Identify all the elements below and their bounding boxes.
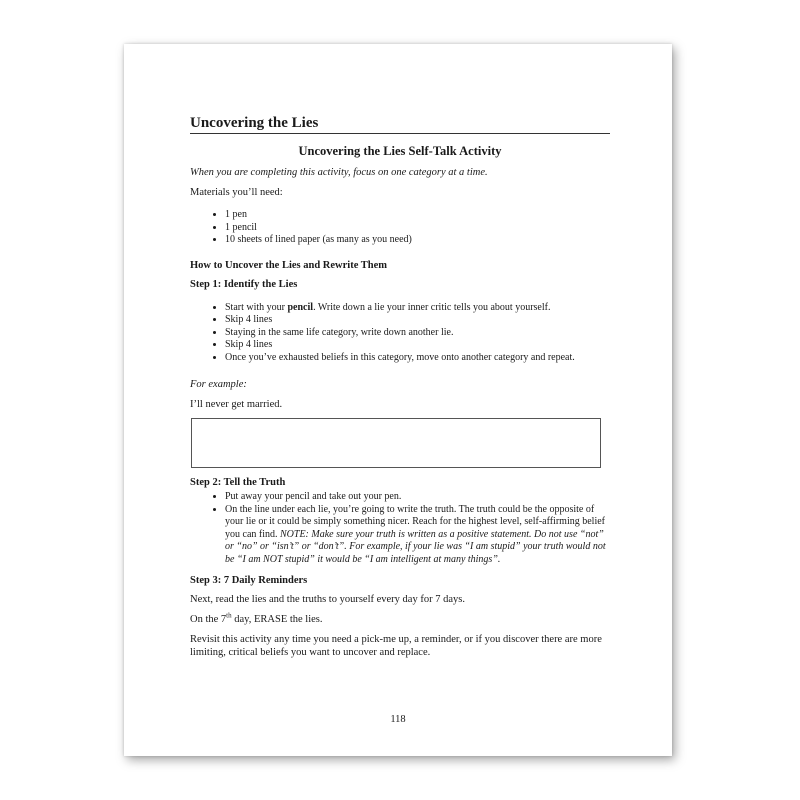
list-item-text: Start with your: [225, 301, 288, 313]
list-item: • 10 sheets of lined paper (as many as you need): [225, 234, 610, 247]
list-item: • Put away your pencil and take out your pen.: [225, 491, 610, 504]
intro-text: When you are completing this activity, focus on one category at a time.: [190, 167, 488, 178]
ordinal-suffix: th: [226, 611, 232, 620]
list-item: • 1 pen: [225, 209, 610, 222]
para-text: On the 7: [190, 614, 227, 625]
list-item: [225, 302, 610, 315]
step3-para1: Next, read the lies and the truths to yourself every day for 7 days.: [190, 594, 465, 605]
document-page: [124, 44, 672, 756]
step3-heading: Step 3: 7 Daily Reminders: [190, 575, 308, 586]
list-item-text: On the line under each lie, you’re going to write the truth. The truth could be the opposite of your lie or it could be simply something nicer. Reach for the highest level, self-affirming belief you can find.: [225, 503, 605, 540]
page-content: [190, 114, 610, 666]
example-writing-box: [191, 418, 601, 468]
step2-heading: Step 2: Tell the Truth: [190, 477, 286, 488]
list-item: • Skip 4 lines: [225, 314, 610, 327]
note-text: NOTE: Make sure your truth is written as a positive statement. Do not use “not” or “no” or “isn’t” or “don’t”. For example, if your lie was “I am stupid” your truth would not be “I am NOT stupid” it would be “I am intelligent at many things”.: [225, 528, 606, 565]
step2-list: [190, 491, 610, 566]
pencil-emphasis: pencil: [287, 301, 314, 313]
example-text: I’ll never get married.: [190, 399, 283, 410]
activity-title: Uncovering the Lies Self-Talk Activity: [298, 144, 502, 158]
section-title: Uncovering the Lies: [190, 114, 610, 134]
how-to-heading: How to Uncover the Lies and Rewrite Them: [190, 259, 388, 271]
list-item: [225, 504, 610, 567]
list-item: • Once you’ve exhausted beliefs in this category, move onto another category and repeat.: [225, 352, 610, 365]
para-text: day, ERASE the lies.: [231, 614, 323, 625]
page-number: 118: [390, 714, 406, 725]
list-item: • 1 pencil: [225, 222, 610, 235]
step1-list: [190, 302, 610, 365]
step3-para2: [190, 613, 610, 626]
list-item-text: . Write down a lie your inner critic tells you about yourself.: [313, 301, 551, 313]
step1-heading: Step 1: Identify the Lies: [190, 278, 298, 290]
list-item: • Staying in the same life category, write down another lie.: [225, 327, 610, 340]
list-item: • Skip 4 lines: [225, 339, 610, 352]
materials-list: [190, 209, 610, 247]
materials-label: Materials you’ll need:: [190, 187, 283, 198]
step3-para3: Revisit this activity any time you need a pick-me up, a reminder, or if you discover there are more limiting, critical beliefs you want to uncover and replace.: [190, 634, 602, 658]
example-label: For example:: [190, 379, 247, 390]
